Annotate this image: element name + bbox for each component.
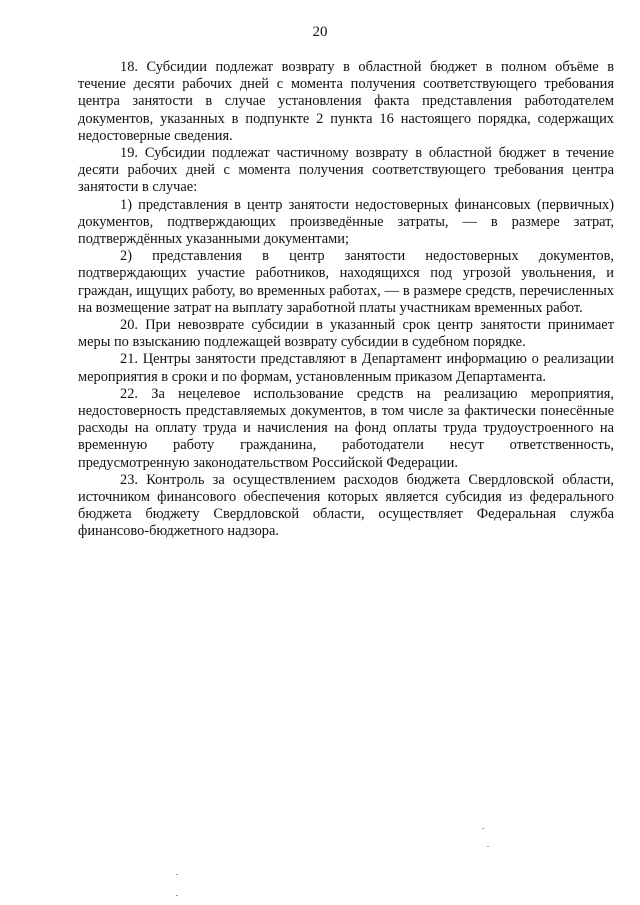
paragraph-23: 23. Контроль за осуществлением расходов бюджета Свердловской области, источником финансового обеспечения которых является субсидия из федерального бюджета бюджету Свердловской области, осуществляет Федеральная служба финансово-бюджетного надзора. xyxy=(78,471,614,540)
paragraph-22: 22. За нецелевое использование средств на реализацию мероприятия, недостоверность представляемых документов, в том числе за фактически понесённые расходы на оплату труда и начисления на фонд оплаты труда трудоустроенного на временную работу гражданина, работодатели несут ответственность, предусмотренную законодательством Российской Федерации. xyxy=(78,385,614,471)
paragraph-19: 19. Субсидии подлежат частичному возврату в областной бюджет в течение десяти рабочих дней с момента получения соответствующего требования центра занятости в случае: xyxy=(78,145,614,196)
paragraph-19-item-1: 1) представления в центр занятости недостоверных финансовых (первичных) документов, подтверждающих произведённые затраты, — в размере затрат, подтверждённых указанными документами; xyxy=(78,196,614,248)
paragraph-18: 18. Субсидии подлежат возврату в областной бюджет в полном объёме в течение десяти рабочих дней с момента получения соответствующего требования центра занятости в случае установления факта представления работодателем документов, указанных в подпункте 2 пункта 16 настоящего порядка, содержащих недостоверные сведения. xyxy=(78,59,614,144)
scan-speck xyxy=(176,874,178,875)
document-body xyxy=(78,59,614,541)
scan-speck xyxy=(482,828,484,829)
page-number: 20 xyxy=(312,24,328,40)
paragraph-21: 21. Центры занятости представляют в Департамент информацию о реализации мероприятия в сроки и по формам, установленным приказом Департамента. xyxy=(78,351,614,385)
scan-speck xyxy=(176,895,178,896)
paragraph-20: 20. При невозврате субсидии в указанный срок центр занятости принимает меры по взысканию подлежащей возврату субсидии в судебном порядке. xyxy=(78,317,614,351)
scan-speck xyxy=(487,846,489,847)
paragraph-19-item-2: 2) представления в центр занятости недостоверных документов, подтверждающих участие работников, находящихся под угрозой увольнения, и граждан, ищущих работу, во временных работах, — в размере средств, перечисленных на возмещение затрат на выплату заработной платы участникам временных работ. xyxy=(78,248,614,316)
